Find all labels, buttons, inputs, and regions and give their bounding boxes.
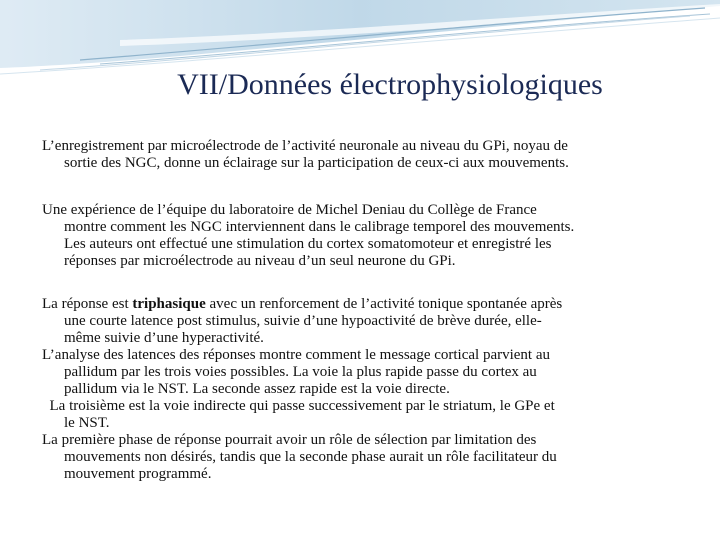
paragraph-line: mouvements non désirés, tandis que la seconde phase aurait un rôle facilitateur du <box>64 449 557 465</box>
paragraph-line: même suivie d’une hyperactivité. <box>64 330 264 346</box>
emphasis-triphasique: triphasique <box>132 296 206 312</box>
paragraph-line: réponses par microélectrode au niveau d’un seul neurone du GPi. <box>64 253 456 269</box>
paragraph-line: L’analyse des latences des réponses montre comment le message cortical parvient au <box>42 347 551 363</box>
paragraph-line: La première phase de réponse pourrait avoir un rôle de sélection par limitation des <box>42 432 537 448</box>
paragraph-line: L’enregistrement par microélectrode de l’activité neuronale au niveau du GPi, noyau de <box>42 138 568 154</box>
decorative-swoosh-header <box>0 0 720 120</box>
paragraph-line: Les auteurs ont effectué une stimulation du cortex somatomoteur et enregistré les <box>64 236 552 252</box>
paragraph-line: La troisième est la voie indirecte qui passe successivement par le striatum, le GPe et <box>42 398 555 414</box>
paragraph-intro <box>42 138 672 172</box>
paragraph-response <box>42 296 672 483</box>
paragraph-line: mouvement programmé. <box>64 466 212 482</box>
paragraph-line <box>42 296 672 313</box>
text-run: avec un renforcement de l’activité tonique spontanée après <box>205 296 563 312</box>
paragraph-line: pallidum via le NST. La seconde assez rapide est la voie directe. <box>64 381 450 397</box>
paragraph-line: une courte latence post stimulus, suivie d’une hypoactivité de brève durée, elle- <box>64 313 542 329</box>
paragraph-experiment <box>42 202 672 270</box>
paragraph-line: pallidum par les trois voies possibles. La voie la plus rapide passe du cortex au <box>64 364 537 380</box>
paragraph-line: sortie des NGC, donne un éclairage sur la participation de ceux-ci aux mouvements. <box>64 155 569 171</box>
paragraph-line: Une expérience de l’équipe du laboratoire de Michel Deniau du Collège de France <box>42 202 537 218</box>
paragraph-line: montre comment les NGC interviennent dans le calibrage temporel des mouvements. <box>64 219 575 235</box>
paragraph-line: le NST. <box>64 415 110 431</box>
slide-title: VII/Données électrophysiologiques <box>177 68 603 101</box>
text-run: La réponse est <box>42 296 133 312</box>
